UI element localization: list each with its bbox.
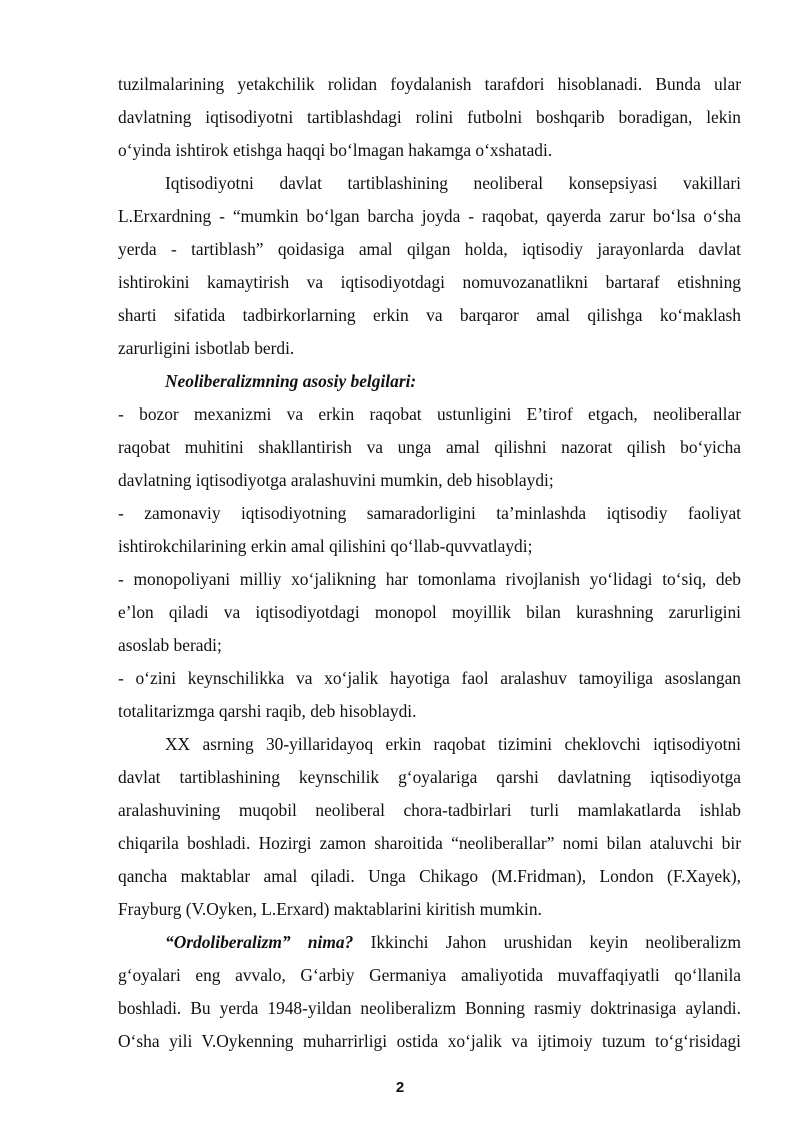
text-line: ishtirokchilarining erkin amal qilishini qo‘llab-quvvatlaydi; xyxy=(118,536,533,556)
text-line: ishtirokini kamaytirish va iqtisodiyotdagi nomuvozanatlikni bartaraf etishning xyxy=(118,272,741,292)
list-item-line: - monopoliyani milliy xo‘jalikning har tomonlama rivojlanish yo‘lidagi to‘siq, deb xyxy=(118,569,741,589)
text-line: chiqarila boshladi. Hozirgi zamon sharoitida “neoliberallar” nomi bilan ataluvchi bir xyxy=(118,833,741,853)
text-line: asoslab beradi; xyxy=(118,635,222,655)
text-line: L.Erxardning - “mumkin bo‘lgan barcha joyda - raqobat, qayerda zarur bo‘lsa o‘sha xyxy=(118,206,741,226)
text-line: raqobat muhitini shakllantirish va unga amal qilishni nazorat qilish bo‘yicha xyxy=(118,437,741,457)
text-line: totalitarizmga qarshi raqib, deb hisoblaydi. xyxy=(118,701,417,721)
text-line: yerda - tartiblash” qoidasiga amal qilgan holda, iqtisodiy jarayonlarda davlat xyxy=(118,239,741,259)
page-number: 2 xyxy=(395,1079,405,1096)
list-item-line: - bozor mexanizmi va erkin raqobat ustunligini E’tirof etgach, neoliberallar xyxy=(118,404,741,424)
text-line: davlatning iqtisodiyotni tartiblashdagi rolini futbolni boshqarib boradigan, lekin xyxy=(118,107,741,127)
paragraph-first-line: Iqtisodiyotni davlat tartiblashining neoliberal konsepsiyasi vakillari xyxy=(165,173,741,193)
text-line: Frayburg (V.Oyken, L.Erxard) maktablarini kiritish mumkin. xyxy=(118,899,542,919)
list-item-line: - o‘zini keynschilikka va xo‘jalik hayotiga faol aralashuv tamoyiliga asoslangan xyxy=(118,668,741,688)
text-line: qancha maktablar amal qiladi. Unga Chikago (M.Fridman), London (F.Xayek), xyxy=(118,866,741,886)
list-item-line: - zamonaviy iqtisodiyotning samaradorligini ta’minlashda iqtisodiy faoliyat xyxy=(118,503,741,523)
text-line: aralashuvining muqobil neoliberal chora-tadbirlari turli mamlakatlarda ishlab xyxy=(118,800,741,820)
text-line: zarurligini isbotlab berdi. xyxy=(118,338,295,358)
inline-heading: “Ordoliberalizm” nima? xyxy=(165,932,354,952)
document-page xyxy=(118,68,741,1058)
text-line: g‘oyalari eng avvalo, G‘arbiy Germaniya amaliyotida muvaffaqiyatli qo‘llanila xyxy=(118,965,741,985)
text-line: davlat tartiblashining keynschilik g‘oyalariga qarshi davlatning iqtisodiyotga xyxy=(118,767,741,787)
text-line: boshladi. Bu yerda 1948-yildan neoliberalizm Bonning rasmiy doktrinasiga aylandi. xyxy=(118,998,741,1018)
text-line: sharti sifatida tadbirkorlarning erkin va barqaror amal qilishga ko‘maklash xyxy=(118,305,741,325)
paragraph-first-line xyxy=(118,926,741,959)
text-line: tuzilmalarining yetakchilik rolidan foydalanish tarafdori hisoblanadi. Bunda ular xyxy=(118,74,741,94)
paragraph-first-line: XX asrning 30-yillaridayoq erkin raqobat tizimini cheklovchi iqtisodiyotni xyxy=(165,734,741,754)
text-line: O‘sha yili V.Oykenning muharrirligi ostida xo‘jalik va ijtimoiy tuzum to‘g‘risidagi xyxy=(118,1031,741,1051)
text-line: o‘yinda ishtirok etishga haqqi bo‘lmagan hakamga o‘xshatadi. xyxy=(118,140,553,160)
text-line: e’lon qiladi va iqtisodiyotdagi monopol moyillik bilan kurashning zarurligini xyxy=(118,602,741,622)
text-line: davlatning iqtisodiyotga aralashuvini mumkin, deb hisoblaydi; xyxy=(118,470,554,490)
section-heading: Neoliberalizmning asosiy belgilari: xyxy=(165,371,417,391)
inline-text: Ikkinchi Jahon urushidan keyin neoliberalizm xyxy=(370,932,741,952)
